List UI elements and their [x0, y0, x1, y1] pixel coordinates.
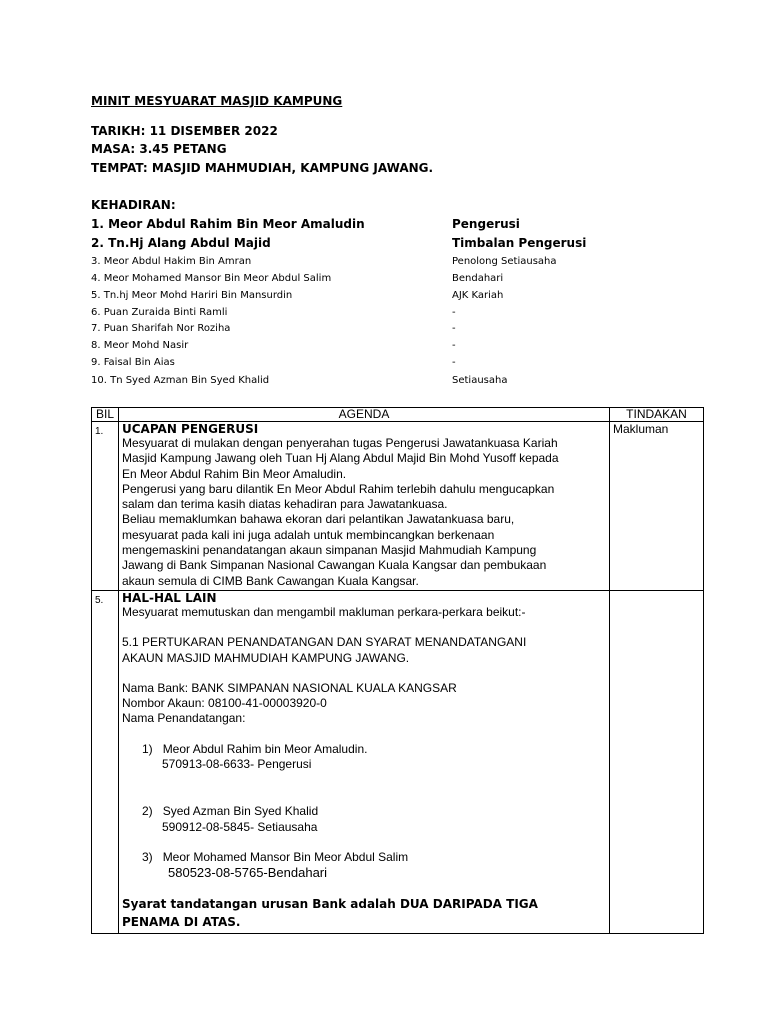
header-tindakan: TINDAKAN	[610, 408, 704, 422]
signatory-number: 3)	[142, 849, 153, 864]
body-line: Pengerusi yang baru dilantik En Meor Abdul Rahim terlebih dahulu mengucapkan	[122, 481, 555, 496]
row-agenda-cell	[119, 422, 610, 591]
signatory-name: Meor Abdul Rahim bin Meor Amaludin.	[162, 741, 368, 756]
attendee-row	[91, 357, 691, 375]
signatory-item	[122, 742, 606, 757]
attendee-role: Penolong Setiausaha	[452, 256, 557, 267]
body-line: Beliau memaklumkan bahawa ekoran dari pelantikan Jawatankuasa baru,	[122, 512, 515, 527]
attendee-role: Setiausaha	[452, 375, 508, 386]
section-title: HAL-HAL LAIN	[122, 590, 217, 605]
attendee-row	[91, 375, 691, 393]
attendee-row	[91, 290, 691, 308]
attendee-row	[91, 323, 691, 341]
row-agenda-cell	[119, 590, 610, 933]
account-number: Nombor Akaun: 08100-41-00003920-0	[122, 696, 327, 711]
section-title: UCAPAN PENGERUSI	[122, 422, 259, 436]
body-line: mengemaskini penandatangan akaun simpanan Masjid Mahmudiah Kampung	[122, 543, 537, 558]
body-line: Mesyuarat di mulakan dengan penyerahan tugas Pengerusi Jawatankuasa Kariah	[122, 436, 558, 450]
sub-heading: AKAUN MASJID MAHMUDIAH KAMPUNG JAWANG.	[122, 650, 410, 665]
signatory-id: 580523-08-5765-Bendahari	[168, 865, 328, 881]
signatories-label: Nama Penandatangan:	[122, 711, 246, 726]
signatory-id: 570913-08-6633- Pengerusi	[162, 757, 312, 772]
attendee-name: 10. Tn Syed Azman Bin Syed Khalid	[91, 375, 270, 386]
sub-heading: 5.1 PERTUKARAN PENANDATANGAN DAN SYARAT MENANDATANGANI	[122, 635, 527, 650]
attendee-row	[91, 340, 691, 358]
signatory-number: 1)	[142, 741, 153, 756]
condition-line: Syarat tandatangan urusan Bank adalah DUA DARIPADA TIGA	[122, 896, 538, 911]
attendee-role: Timbalan Pengerusi	[452, 236, 587, 250]
row-number: 1.	[95, 426, 104, 437]
attendee-role: AJK Kariah	[452, 290, 504, 301]
attendee-role: Bendahari	[452, 273, 504, 284]
table-header-row	[92, 408, 704, 422]
attendee-row	[91, 273, 691, 291]
attendee-name: 7. Puan Sharifah Nor Roziha	[91, 323, 231, 334]
body-line: Masjid Kampung Jawang oleh Tuan Hj Alang Abdul Majid Bin Mohd Yusoff kepada	[122, 451, 559, 466]
section-body	[122, 436, 606, 589]
signing-condition	[122, 895, 606, 931]
row-tindakan-cell: Makluman	[610, 422, 704, 591]
attendee-name: 2. Tn.Hj Alang Abdul Majid	[91, 236, 271, 250]
body-line: En Meor Abdul Rahim Bin Meor Amaludin.	[122, 466, 347, 481]
attendee-role: -	[452, 357, 456, 368]
document-title: MINIT MESYUARAT MASJID KAMPUNG	[91, 94, 343, 108]
header-agenda: AGENDA	[119, 408, 610, 422]
attendee-name: 1. Meor Abdul Rahim Bin Meor Amaludin	[91, 217, 365, 231]
table-row	[92, 590, 704, 933]
signatory-id: 590912-08-5845- Setiausaha	[162, 819, 318, 834]
meeting-place: TEMPAT: MASJID MAHMUDIAH, KAMPUNG JAWANG.	[91, 161, 434, 175]
signatory-item	[122, 804, 606, 819]
attendee-name: 5. Tn.hj Meor Mohd Hariri Bin Mansurdin	[91, 290, 293, 301]
signatory-name: Syed Azman Bin Syed Khalid	[162, 804, 319, 819]
intro-line: Mesyuarat memutuskan dan mengambil makluman perkara-perkara beikut:-	[122, 604, 526, 619]
row-number: 5.	[95, 594, 104, 606]
body-line: mesyuarat pada kali ini juga adalah untuk membincangkan berkenaan	[122, 527, 495, 542]
meeting-date: TARIKH: 11 DISEMBER 2022	[91, 124, 278, 138]
condition-line: PENAMA DI ATAS.	[122, 914, 241, 929]
attendee-role: -	[452, 340, 456, 351]
attendee-role: -	[452, 323, 456, 334]
signatory-number: 2)	[142, 804, 153, 819]
agenda-table	[91, 407, 704, 934]
attendee-name: 8. Meor Mohd Nasir	[91, 340, 189, 351]
body-line: akaun semula di CIMB Bank Cawangan Kuala Kangsar.	[122, 573, 419, 588]
attendee-name: 4. Meor Mohamed Mansor Bin Meor Abdul Salim	[91, 273, 332, 284]
row-tindakan-cell	[610, 590, 704, 933]
body-line: Jawang di Bank Simpanan Nasional Cawangan Kuala Kangsar dan pembukaan	[122, 558, 547, 573]
attendee-row	[91, 236, 691, 254]
attendee-row	[91, 256, 691, 274]
row-bil-cell	[92, 590, 119, 933]
bank-name: Nama Bank: BANK SIMPANAN NASIONAL KUALA KANGSAR	[122, 680, 457, 695]
attendance-label: KEHADIRAN:	[91, 198, 176, 212]
body-line: salam dan terima kasih diatas kehadiran para Jawatankuasa.	[122, 497, 448, 512]
attendee-role: Pengerusi	[452, 217, 520, 231]
signatory-name: Meor Mohamed Mansor Bin Meor Abdul Salim	[162, 849, 409, 864]
attendee-row	[91, 217, 691, 235]
attendee-name: 9. Faisal Bin Aias	[91, 357, 175, 368]
attendee-name: 3. Meor Abdul Hakim Bin Amran	[91, 256, 252, 267]
table-row	[92, 422, 704, 591]
row-bil-cell	[92, 422, 119, 591]
attendee-role: -	[452, 307, 456, 318]
attendee-name: 6. Puan Zuraida Binti Ramli	[91, 307, 228, 318]
header-bil: BIL	[92, 408, 119, 422]
meeting-time: MASA: 3.45 PETANG	[91, 142, 227, 156]
section-body	[122, 605, 606, 881]
signatory-item	[122, 850, 606, 865]
